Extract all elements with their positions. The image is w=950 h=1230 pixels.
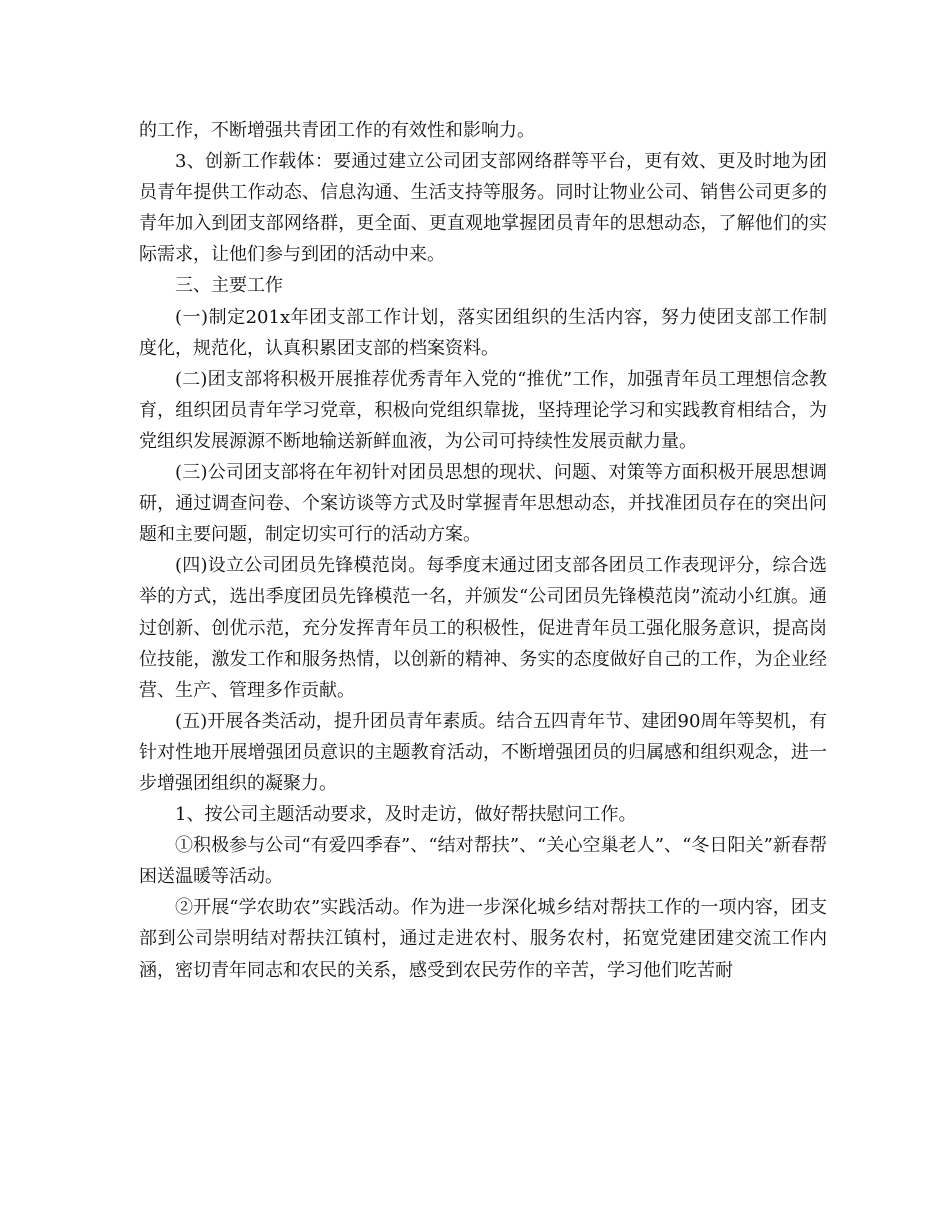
paragraph-subitem-1: 1、按公司主题活动要求，及时走访，做好帮扶慰问工作。	[175, 804, 637, 826]
paragraph-innovation-carrier: 3、创新工作载体：要通过建立公司团支部网络群等平台，更有效、更及时地为团员青年提供工作动态、信息沟通、生活支持等服务。同时让物业公司、销售公司更多的青年加入到团支部网络群，更全面、更直观地掌握团员青年的思想动态，了解他们的实际需求，让他们参与到团的活动中来。	[139, 151, 827, 266]
paragraph-item-4: (四)设立公司团员先锋模范岗。每季度末通过团支部各团员工作表现评分，综合选举的方式，选出季度团员先锋模范一名，并颁发“公司团员先锋模范岗”流动小红旗。通过创新、创优示范，充分发挥青年员工的积极性，促进青年员工强化服务意识，提高岗位技能，激发工作和服务热情，以创新的精神、务实的态度做好自己的工作，为企业经营、生产、管理多作贡献。	[139, 555, 827, 701]
paragraph-item-5: (五)开展各类活动，提升团员青年素质。结合五四青年节、建团90周年等契机，有针对性地开展增强团员意识的主题教育活动，不断增强团员的归属感和组织观念，进一步增强团组织的凝聚力。	[139, 710, 827, 794]
paragraph-item-1: (一)制定201x年团支部工作计划，落实团组织的生活内容，努力使团支部工作制度化，规范化，认真积累团支部的档案资料。	[139, 306, 827, 359]
paragraph-item-2: (二)团支部将积极开展推荐优秀青年入党的“推优”工作，加强青年员工理想信念教育，组织团员青年学习党章，积极向党组织靠拢，坚持理论学习和实践教育相结合，为党组织发展源源不断地输送新鲜血液，为公司可持续性发展贡献力量。	[139, 368, 827, 452]
paragraph-continuation: 的工作，不断增强共青团工作的有效性和影响力。	[139, 120, 535, 141]
section-heading-main-work: 三、主要工作	[175, 275, 283, 297]
paragraph-circled-1: ①积极参与公司“有爱四季春”、“结对帮扶”、“关心空巢老人”、“冬日阳关”新春帮困送温暖等活动。	[139, 835, 827, 888]
document-page	[139, 115, 827, 986]
paragraph-circled-2: ②开展“学农助农”实践活动。作为进一步深化城乡结对帮扶工作的一项内容，团支部到公司崇明结对帮扶江镇村，通过走进农村、服务农村，拓宽党建团建交流工作内涵，密切青年同志和农民的关系，感受到农民劳作的辛苦，学习他们吃苦耐	[139, 897, 827, 981]
paragraph-item-3: (三)公司团支部将在年初针对团员思想的现状、问题、对策等方面积极开展思想调研，通过调查问卷、个案访谈等方式及时掌握青年思想动态，并找准团员存在的突出问题和主要问题，制定切实可行的活动方案。	[139, 462, 827, 546]
